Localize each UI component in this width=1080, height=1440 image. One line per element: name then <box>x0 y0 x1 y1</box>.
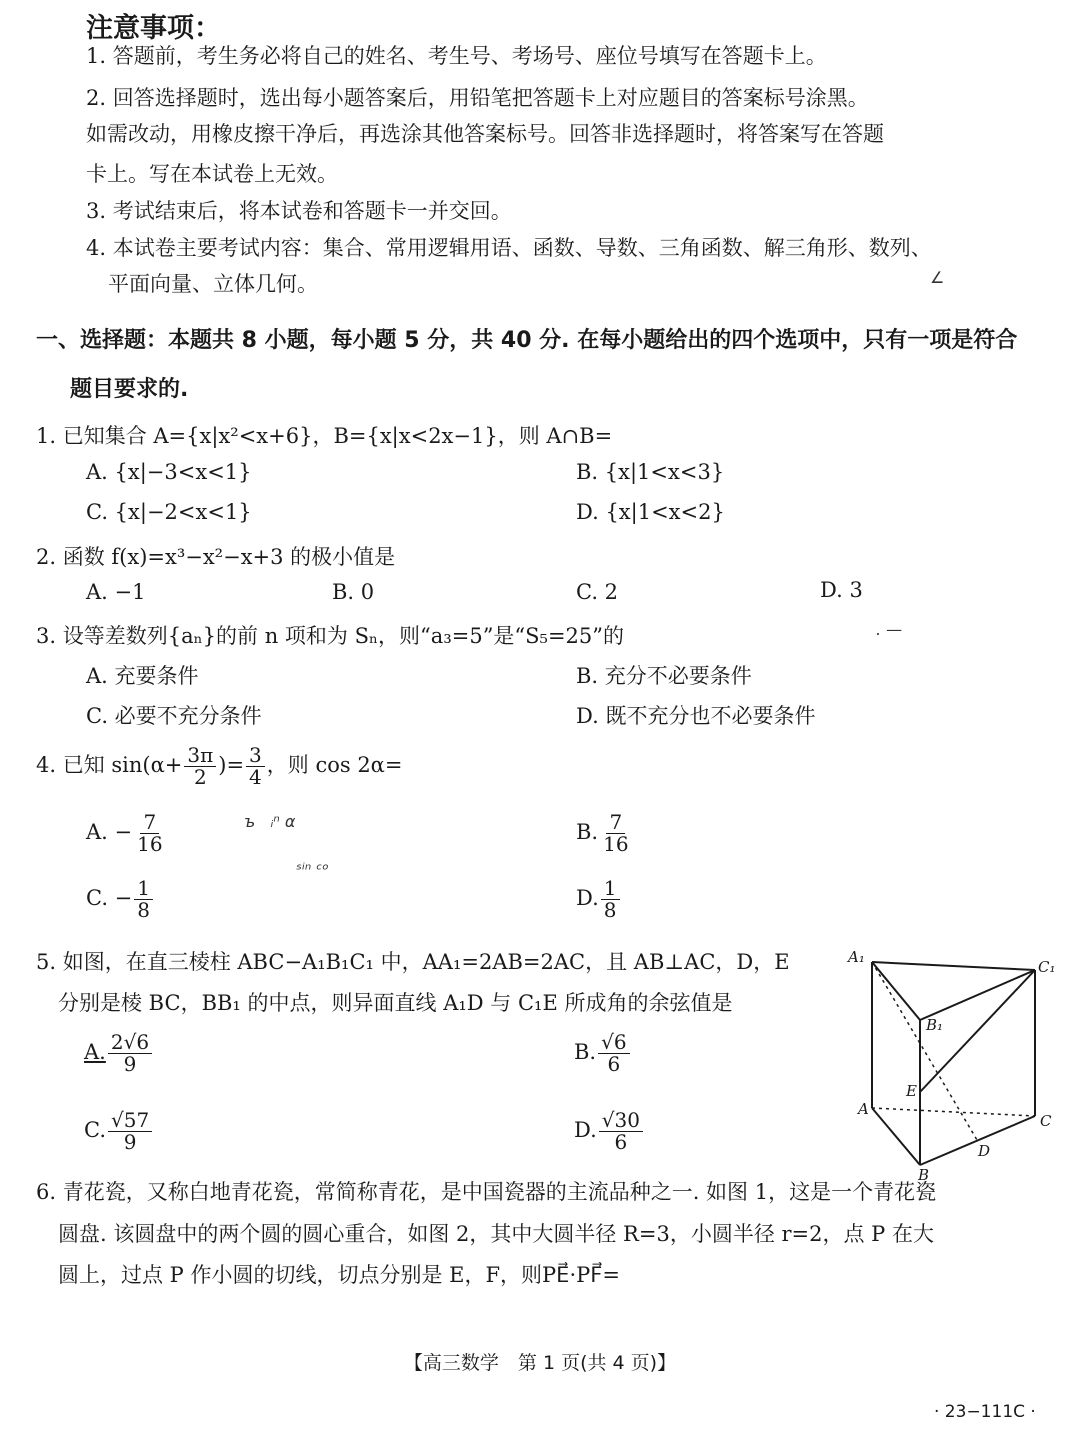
edge-a-b <box>872 1108 920 1165</box>
section-heading-line-1: 一、选择题：本题共 8 小题，每小题 5 分，共 40 分. 在每小题给出的四个选项中，只有一项是符合 <box>36 328 1018 353</box>
notice-line-1: 1. 答题前，考生务必将自己的姓名、考生号、考场号、座位号填写在答题卡上。 <box>86 44 827 68</box>
edge-a1-b1 <box>872 962 920 1020</box>
question-5-option-b: B. $\frac{√6}{6}$ <box>574 1032 632 1075</box>
fraction-3-over-4: $\frac{3}{4}$ <box>246 745 265 788</box>
question-4-option-a: A. − $\frac{7}{16}$ <box>86 810 163 856</box>
page-footer: 【高三数学 第 1 页(共 4 页)】 <box>403 1352 677 1374</box>
handwritten-scribble-2: ˢⁱⁿ ᶜᵒ <box>296 860 329 879</box>
label-a: A <box>858 1100 869 1118</box>
segment-a1-d-hidden <box>872 962 977 1140</box>
fraction-3pi-over-2: $\frac{3\pi}{2}$ <box>184 745 216 788</box>
question-6-line-1: 6. 青花瓷，又称白地青花瓷，常简称青花，是中国瓷器的主流品种之一. 如图 1，这是一个青花瓷 <box>36 1180 937 1204</box>
question-2-stem: 2. 函数 f(x)=x³−x²−x+3 的极小值是 <box>36 545 396 569</box>
label-b1: B₁ <box>926 1016 944 1034</box>
question-6-line-3: 圆上，过点 P 作小圆的切线，切点分别是 E，F，则PE⃗·PF⃗= <box>58 1263 620 1287</box>
section-heading-line-2: 题目要求的. <box>70 377 189 402</box>
label-b: B <box>918 1166 930 1184</box>
question-3-option-d: D. 既不充分也不必要条件 <box>576 704 816 728</box>
question-4-option-d: D. $\frac{1}{8}$ <box>576 878 622 921</box>
question-5-line-1: 5. 如图，在直三棱柱 ABC−A₁B₁C₁ 中，AA₁=2AB=2AC，且 AB⊥AC，D，E <box>36 950 790 974</box>
question-6-line-2: 圆盘. 该圆盘中的两个圆的圆心重合，如图 2，其中大圆半径 R=3，小圆半径 r=2，点 P 在大 <box>58 1222 934 1246</box>
edge-b1-c1 <box>920 970 1035 1020</box>
label-c: C <box>1040 1112 1052 1130</box>
label-e: E <box>906 1082 917 1100</box>
handwritten-mark: ∠ <box>930 268 945 287</box>
question-5-option-a: A. $\frac{2√6}{9}$ <box>84 1032 154 1075</box>
notice-line-2: 2. 回答选择题时，选出每小题答案后，用铅笔把答题卡上对应题目的答案标号涂黑。 <box>86 86 869 110</box>
question-4-stem: 4. 已知 sin(α+ $\frac{3\pi}{2}$ )= $\frac{3}{4}$ ，则 cos 2α= <box>36 743 403 789</box>
question-1-stem: 1. 已知集合 A={x|x²<x+6}，B={x|x<2x−1}，则 A∩B= <box>36 424 613 448</box>
edge-a-c-hidden <box>872 1108 1035 1116</box>
handwritten-dash: . — <box>876 620 903 639</box>
question-4-option-b: B. $\frac{7}{16}$ <box>576 810 629 856</box>
question-1-option-b: B. {x|1<x<3} <box>576 460 725 484</box>
question-3-option-b: B. 充分不必要条件 <box>576 664 752 688</box>
question-5-option-d: D. $\frac{√30}{6}$ <box>574 1110 645 1153</box>
handwritten-scribble: ъ ᵢⁿ α <box>244 812 296 831</box>
edge-a1-c1 <box>872 962 1035 970</box>
label-a1: A₁ <box>848 948 865 966</box>
question-2-option-b: B. 0 <box>332 580 375 604</box>
prism-figure <box>840 940 1080 1184</box>
question-1-option-c: C. {x|−2<x<1} <box>86 500 252 524</box>
notice-line-5: 3. 考试结束后，将本试卷和答题卡一并交回。 <box>86 199 512 223</box>
notice-line-3: 如需改动，用橡皮擦干净后，再选涂其他答案标号。回答非选择题时，将答案写在答题 <box>86 122 884 146</box>
question-5-option-c: C. $\frac{√57}{9}$ <box>84 1110 154 1153</box>
question-3-option-c: C. 必要不充分条件 <box>86 704 262 728</box>
notice-line-4: 卡上。写在本试卷上无效。 <box>86 162 338 186</box>
question-2-option-d: D. 3 <box>820 578 863 602</box>
question-1-option-d: D. {x|1<x<2} <box>576 500 725 524</box>
question-5-line-2: 分别是棱 BC，BB₁ 的中点，则异面直线 A₁D 与 C₁E 所成角的余弦值是 <box>58 991 733 1015</box>
question-2-option-c: C. 2 <box>576 580 619 604</box>
notice-title: 注意事项： <box>86 13 221 44</box>
notice-line-7: 平面向量、立体几何。 <box>108 272 318 296</box>
question-1-option-a: A. {x|−3<x<1} <box>86 460 252 484</box>
question-3-stem: 3. 设等差数列{aₙ}的前 n 项和为 Sₙ，则“a₃=5”是“S₅=25”的 <box>36 624 625 648</box>
paper-code: · 23−111C · <box>934 1402 1036 1422</box>
question-3-option-a: A. 充要条件 <box>86 664 199 688</box>
question-2-option-a: A. −1 <box>86 580 146 604</box>
question-4-option-c: C. − $\frac{1}{8}$ <box>86 878 155 921</box>
label-c1: C₁ <box>1038 958 1056 976</box>
notice-line-6: 4. 本试卷主要考试内容：集合、常用逻辑用语、函数、导数、三角函数、解三角形、数列、 <box>86 236 932 260</box>
label-d: D <box>978 1142 991 1160</box>
